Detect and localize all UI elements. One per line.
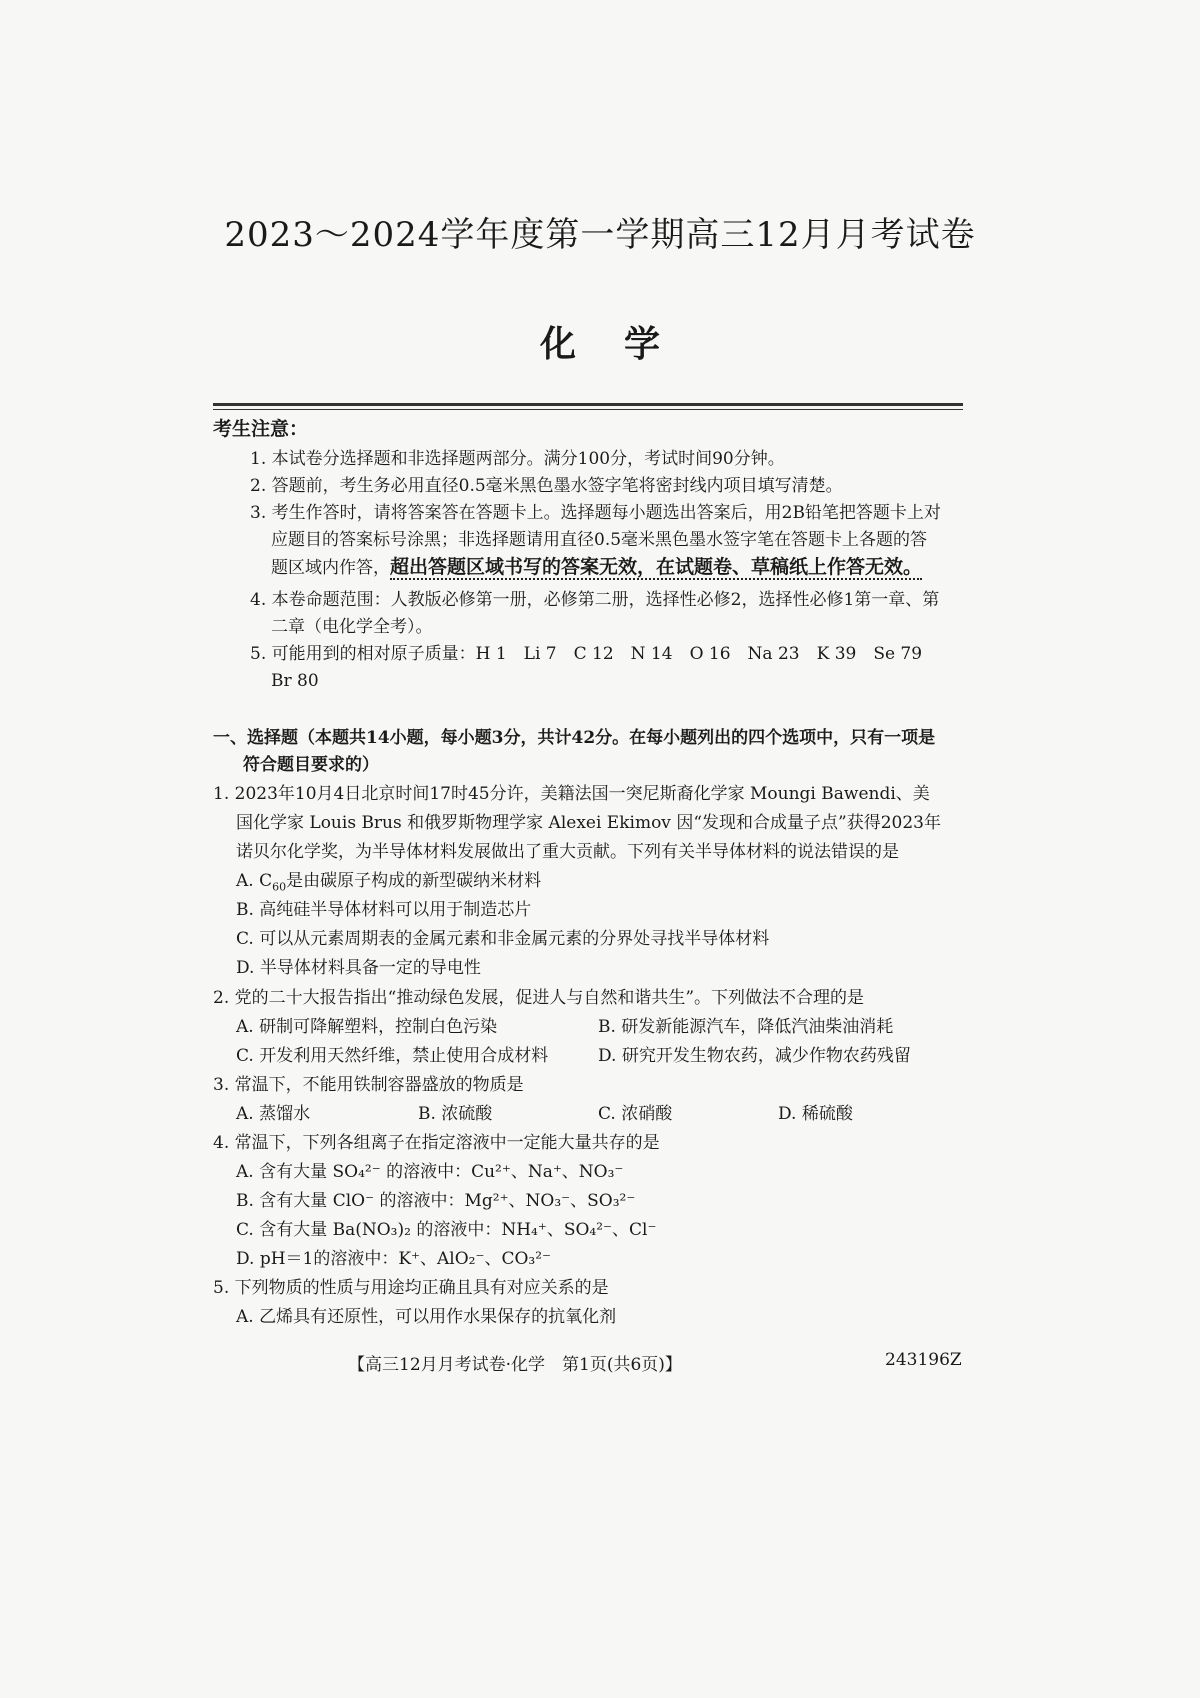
question-1-option-b: B. 高纯硅半导体材料可以用于制造芯片 bbox=[236, 900, 532, 920]
question-2-option-c: C. 开发利用天然纤维，禁止使用合成材料 bbox=[236, 1046, 549, 1066]
question-4-option-b: B. 含有大量 ClO⁻ 的溶液中：Mg²⁺、NO₃⁻、SO₃²⁻ bbox=[236, 1191, 636, 1211]
exam-title: 2023～2024学年度第一学期高三12月月考试卷 bbox=[224, 215, 976, 255]
question-1-option-c: C. 可以从元素周期表的金属元素和非金属元素的分界处寻找半导体材料 bbox=[236, 929, 770, 949]
question-3-option-b: B. 浓硫酸 bbox=[418, 1104, 493, 1124]
header-rule bbox=[213, 403, 963, 406]
notice-item: 1. 本试卷分选择题和非选择题两部分。满分100分，考试时间90分钟。 bbox=[250, 449, 785, 469]
notice-item: Br 80 bbox=[271, 671, 319, 691]
question-4-stem: 4. 常温下，下列各组离子在指定溶液中一定能大量共存的是 bbox=[213, 1133, 660, 1153]
subject-title: 化学 bbox=[539, 323, 708, 365]
question-3-option-a: A. 蒸馏水 bbox=[236, 1104, 311, 1124]
question-5-option-a: A. 乙烯具有还原性，可以用作水果保存的抗氧化剂 bbox=[236, 1307, 617, 1327]
question-4-option-d: D. pH＝1的溶液中：K⁺、AlO₂⁻、CO₃²⁻ bbox=[236, 1249, 552, 1269]
question-3-option-d: D. 稀硫酸 bbox=[778, 1104, 853, 1124]
notice-item: 2. 答题前，考生务必用直径0.5毫米黑色墨水签字笔将密封线内项目填写清楚。 bbox=[250, 476, 843, 496]
section-heading: 一、选择题（本题共14小题，每小题3分，共计42分。在每小题列出的四个选项中，只有一项是 bbox=[213, 728, 936, 748]
question-2-option-a: A. 研制可降解塑料，控制白色污染 bbox=[236, 1017, 498, 1037]
notice-item: 二章（电化学全考）。 bbox=[271, 617, 433, 637]
header-rule-thin bbox=[213, 409, 963, 410]
notice-item: 题区域内作答， bbox=[271, 558, 390, 578]
notice-item: 应题目的答案标号涂黑；非选择题请用直径0.5毫米黑色墨水签字笔在答题卡上各题的答 bbox=[271, 530, 928, 550]
question-1-option-d: D. 半导体材料具备一定的导电性 bbox=[236, 958, 481, 978]
notice-item: 4. 本卷命题范围：人教版必修第一册，必修第二册，选择性必修2，选择性必修1第一章、第 bbox=[250, 590, 940, 610]
question-2-option-d: D. 研究开发生物农药，减少作物农药残留 bbox=[598, 1046, 911, 1066]
question-4-option-a: A. 含有大量 SO₄²⁻ 的溶液中：Cu²⁺、Na⁺、NO₃⁻ bbox=[236, 1162, 624, 1182]
question-3-option-c: C. 浓硝酸 bbox=[598, 1104, 673, 1124]
notice-item-line bbox=[271, 554, 922, 581]
notice-warning: 超出答题区域书写的答案无效，在试题卷、草稿纸上作答无效。 bbox=[390, 556, 923, 578]
question-4-option-c: C. 含有大量 Ba(NO₃)₂ 的溶液中：NH₄⁺、SO₄²⁻、Cl⁻ bbox=[236, 1220, 657, 1240]
question-2-option-b: B. 研发新能源汽车，降低汽油柴油消耗 bbox=[598, 1017, 894, 1037]
question-2-stem: 2. 党的二十大报告指出“推动绿色发展，促进人与自然和谐共生”。下列做法不合理的是 bbox=[213, 988, 865, 1008]
notice-item: 3. 考生作答时，请将答案答在答题卡上。选择题每小题选出答案后，用2B铅笔把答题卡上对 bbox=[250, 503, 941, 523]
notice-heading: 考生注意： bbox=[213, 418, 309, 440]
question-1-stem: 1. 2023年10月4日北京时间17时45分许，美籍法国一突尼斯裔化学家 Moungi Bawendi、美 bbox=[213, 784, 930, 804]
question-1-stem: 诺贝尔化学奖，为半导体材料发展做出了重大贡献。下列有关半导体材料的说法错误的是 bbox=[236, 842, 899, 862]
question-1-option-a bbox=[236, 868, 541, 900]
question-3-stem: 3. 常温下，不能用铁制容器盛放的物质是 bbox=[213, 1075, 524, 1095]
paper-code: 243196Z bbox=[885, 1350, 962, 1370]
section-heading-cont: 符合题目要求的） bbox=[243, 755, 379, 775]
notice-item: 5. 可能用到的相对原子质量：H 1 Li 7 C 12 N 14 O 16 Na 23 K 39 Se 79 bbox=[250, 644, 923, 664]
question-5-stem: 5. 下列物质的性质与用途均正确且具有对应关系的是 bbox=[213, 1278, 609, 1298]
question-1-stem: 国化学家 Louis Brus 和俄罗斯物理学家 Alexei Ekimov 因“发现和合成量子点”获得2023年 bbox=[236, 813, 941, 833]
option-text: 是由碳原子构成的新型碳纳米材料 bbox=[286, 871, 542, 891]
page-footer: 【高三12月月考试卷·化学 第1页(共6页)】 bbox=[348, 1355, 682, 1375]
subscript: 60 bbox=[272, 880, 287, 894]
option-text: A. C bbox=[236, 871, 273, 891]
